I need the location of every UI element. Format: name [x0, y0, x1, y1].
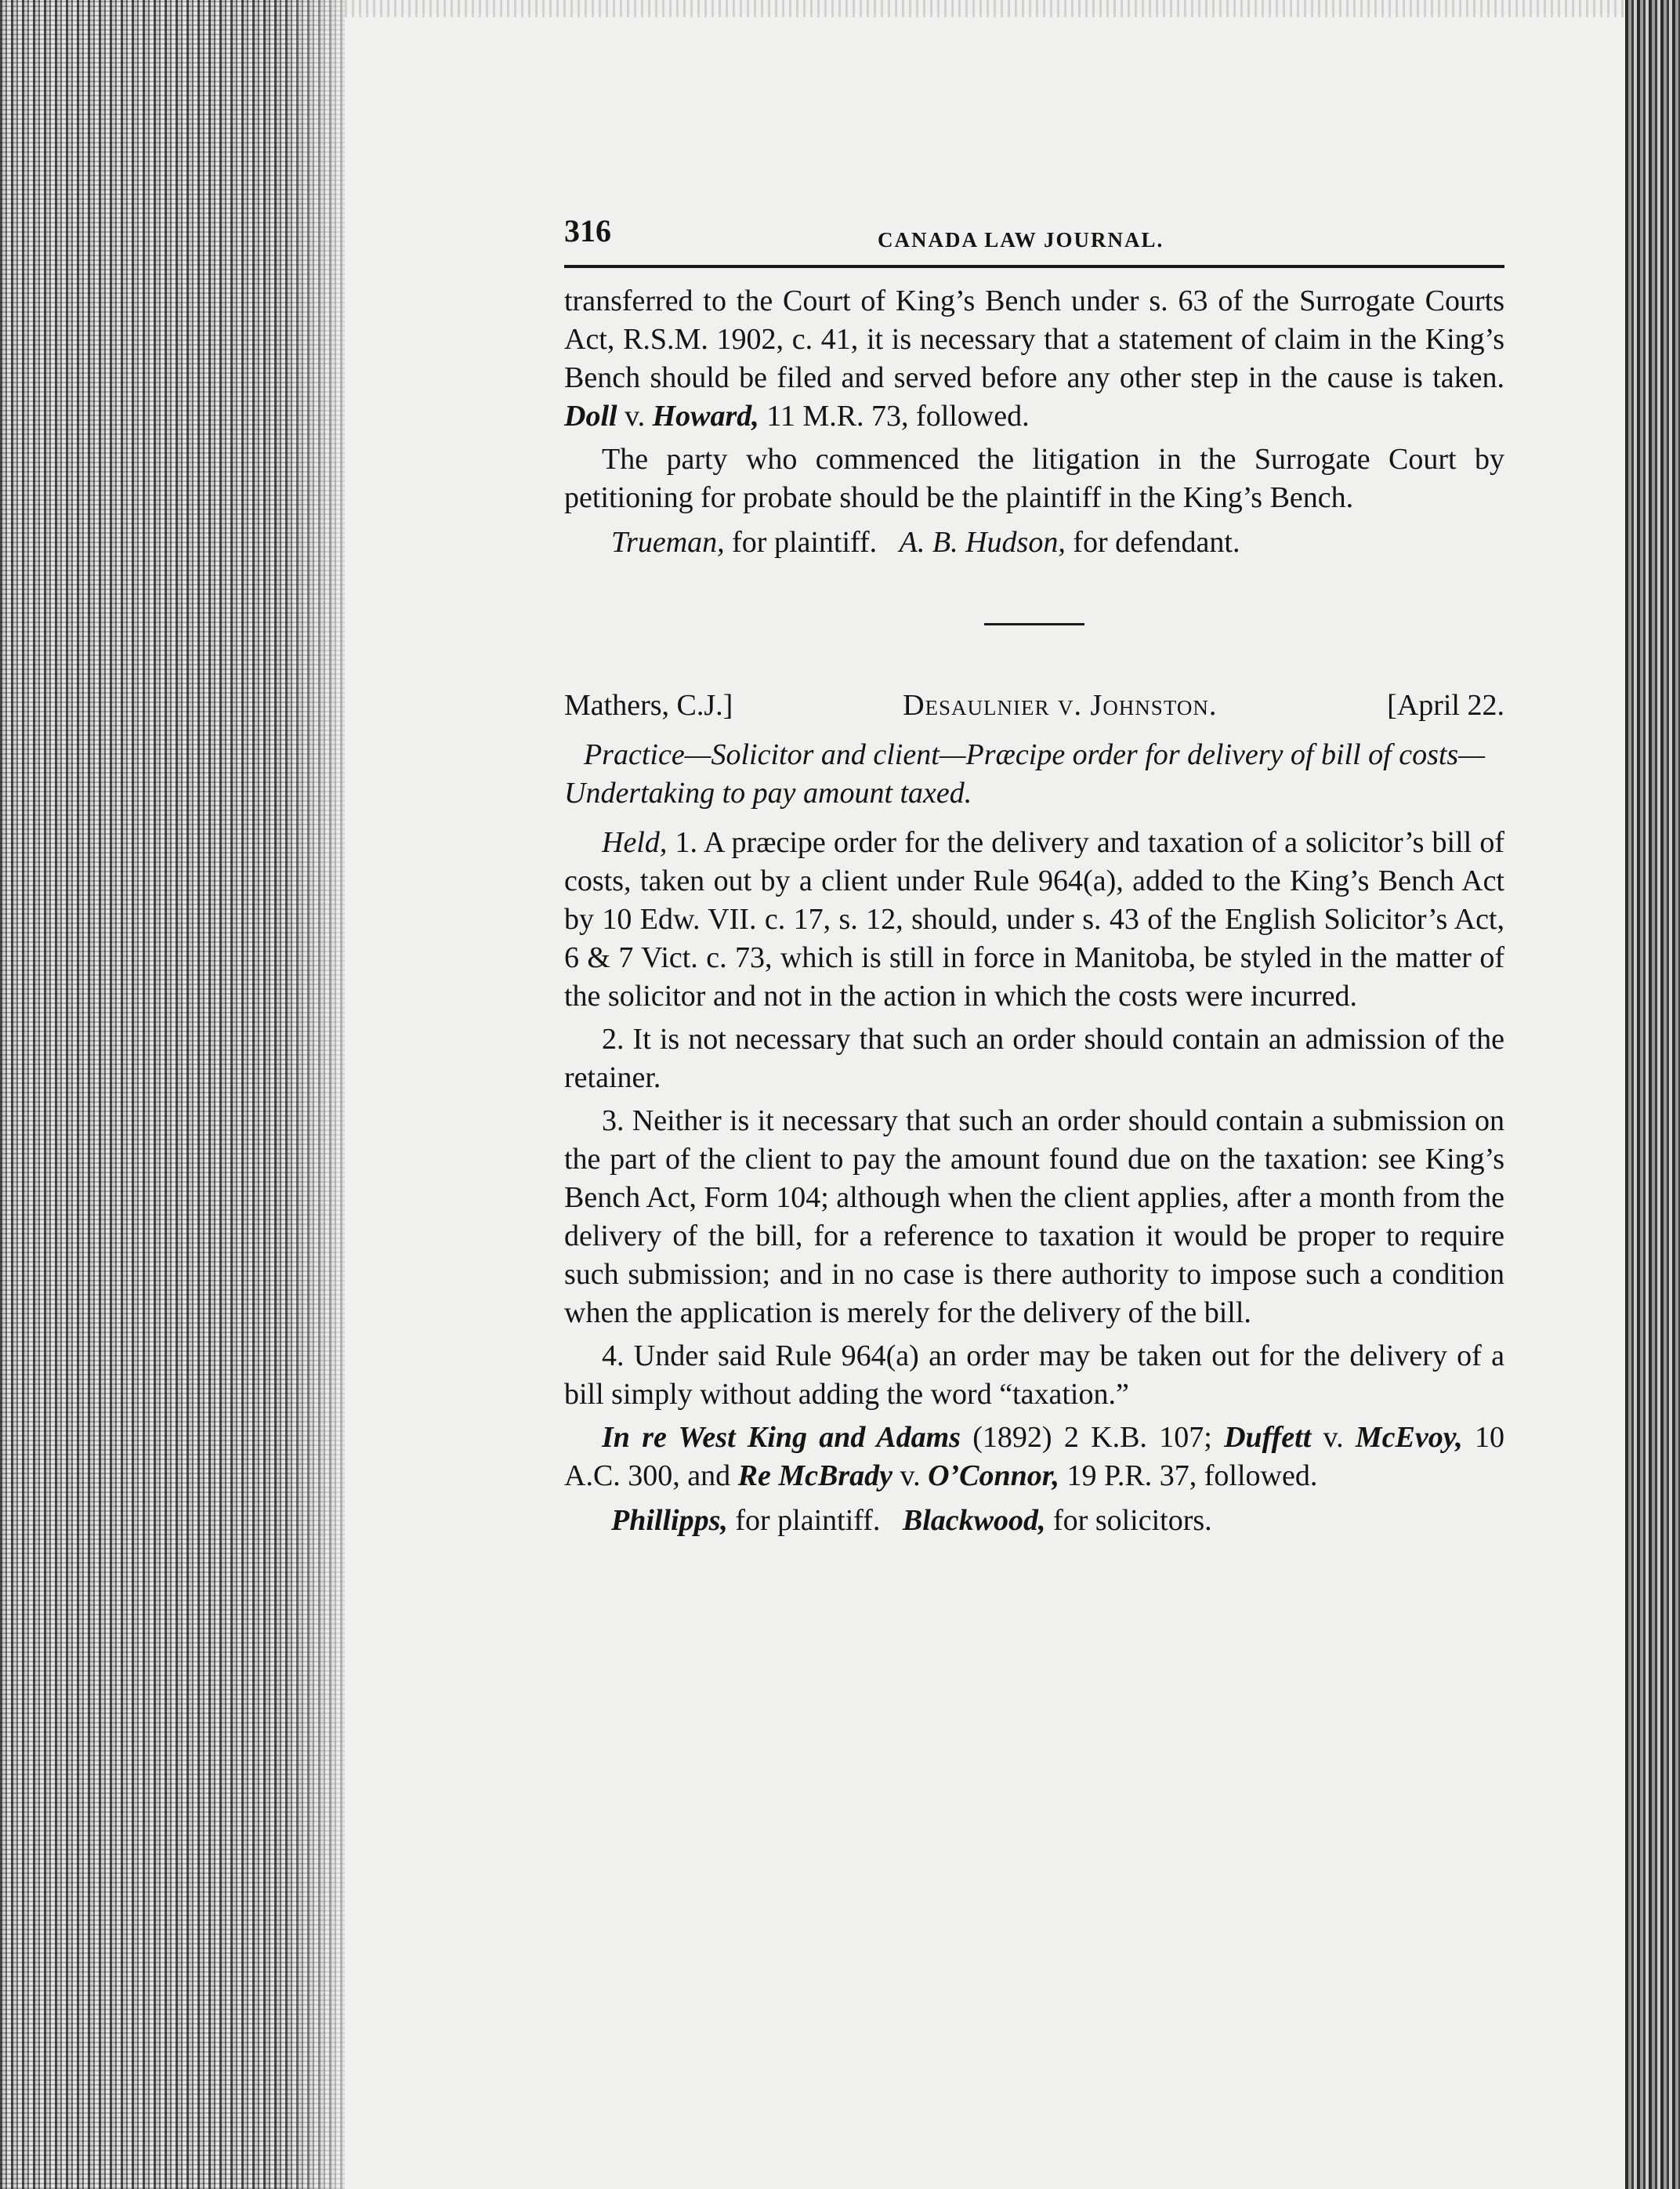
citations-paragraph	[564, 1419, 1504, 1495]
held-paragraph-1	[564, 824, 1504, 1016]
case-citation: McEvoy,	[1355, 1421, 1463, 1454]
versus: v.	[1311, 1421, 1356, 1454]
case-report	[564, 687, 1504, 1540]
scan-right-edge	[1625, 0, 1680, 2189]
case-citation: Doll	[564, 400, 617, 433]
previous-case-counsel	[564, 524, 1504, 562]
case-citation: Duffett	[1224, 1421, 1312, 1454]
previous-case-paragraph-2: The party who commenced the litigation in the Surrogate Court by petitioning for probate should be the plaintiff in the King’s Bench.	[564, 443, 1504, 514]
counsel-role: for plaintiff.	[724, 526, 878, 559]
held-paragraph-2: 2. It is not necessary that such an order should contain an admission of the retainer.	[564, 1023, 1504, 1094]
case-citation: In re West King and Adams	[602, 1421, 961, 1454]
paragraph-text: 1. A præcipe order for the delivery and taxation of a solicitor’s bill of costs, taken out by a client under Rule 964(a), added to the King’s Bench Act by 10 Edw. VII. c. 17, s. 12, should, under s. 43 of the English Solicitor’s Act, 6 & 7 Vict. c. 73, which is still in force in Manitoba, be styled in the matter of the solicitor and not in the action in which the costs were incurred.	[564, 826, 1504, 1013]
counsel-role: for defendant.	[1065, 526, 1240, 559]
journal-title: CANADA LAW JOURNAL.	[878, 228, 1164, 252]
case-citation: Howard,	[652, 400, 759, 433]
scan-gutter-fade	[282, 0, 376, 2189]
case-citation: O’Connor,	[928, 1459, 1059, 1492]
case-name: Desaulnier v. Johnston.	[903, 689, 1218, 722]
versus: v.	[617, 400, 653, 433]
case-caption	[564, 687, 1504, 725]
case-judge: Mathers, C.J.]	[564, 689, 733, 722]
page-number: 316	[564, 213, 611, 248]
counsel-role: for plaintiff.	[727, 1504, 881, 1537]
held-paragraph-4: 4. Under said Rule 964(a) an order may be taken out for the delivery of a bill simply without adding the word “taxation.”	[564, 1339, 1504, 1411]
case-citation: Re McBrady	[737, 1459, 893, 1492]
case-date: [April 22.	[1387, 689, 1504, 722]
paragraph-text: 19 P.R. 37, followed.	[1059, 1459, 1318, 1492]
previous-case-continuation	[564, 282, 1504, 562]
held-label: Held,	[602, 826, 668, 859]
counsel-name: Blackwood,	[902, 1504, 1046, 1537]
journal-page	[564, 212, 1504, 1540]
previous-case-paragraph-1	[564, 282, 1504, 436]
section-separator	[984, 623, 1084, 625]
scan-top-edge	[345, 0, 1625, 17]
versus: v.	[892, 1459, 929, 1492]
running-header	[564, 212, 1504, 260]
counsel-name: Phillipps,	[611, 1504, 728, 1537]
paragraph-text: 11 M.R. 73, followed.	[759, 400, 1030, 433]
paragraph-text: transferred to the Court of King’s Bench under s. 63 of the Surrogate Courts Act, R.S.M. 1902, c. 41, it is necessary that a statement of claim in the King’s Bench should be filed and served before any other step in the cause is taken.	[564, 284, 1504, 394]
counsel-name: A. B. Hudson,	[899, 526, 1066, 559]
case-headnote: Practice—Solicitor and client—Præcipe order for delivery of bill of costs—Undertaking to pay amount taxed.	[564, 738, 1486, 810]
counsel-role: for solicitors.	[1045, 1504, 1212, 1537]
header-rule	[564, 265, 1504, 268]
paragraph-text: (1892) 2 K.B. 107;	[960, 1421, 1225, 1454]
held-paragraph-3: 3. Neither is it necessary that such an order should contain a submission on the part of the client to pay the amount found due on the taxation: see King’s Bench Act, Form 104; although when the client applies, after a month from the delivery of the bill, for a reference to taxation it would be proper to require such submission; and in no case is there authority to impose such a condition when the application is merely for the delivery of the bill.	[564, 1104, 1504, 1329]
case-counsel	[564, 1502, 1504, 1540]
counsel-name: Trueman,	[611, 526, 725, 559]
paragraph-text: 10 A.C. 300, and	[564, 1421, 1504, 1492]
